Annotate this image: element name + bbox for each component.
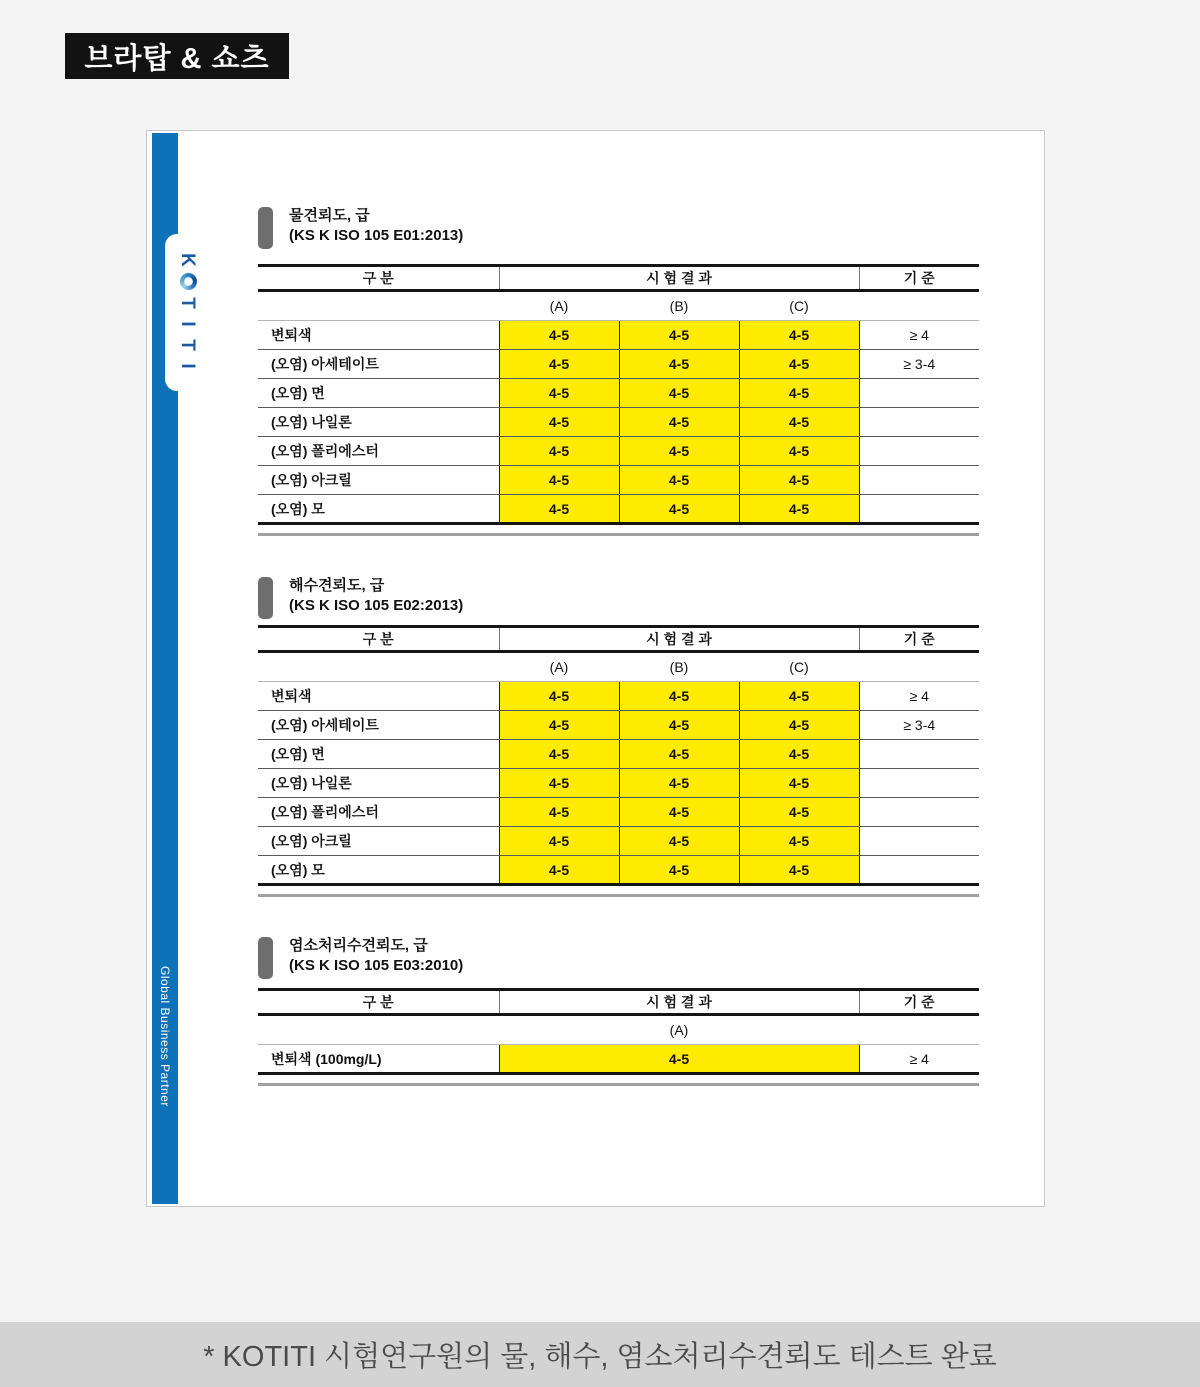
- section-standard: (KS K ISO 105 E03:2010): [289, 957, 464, 974]
- subcol-header: (A): [499, 291, 619, 321]
- table-row: [258, 740, 979, 769]
- logo-letter: I: [177, 362, 199, 369]
- report-table-container: [258, 988, 979, 1086]
- table-row: [258, 711, 979, 740]
- result-value-cell: 4-5: [499, 437, 619, 466]
- result-value-cell: 4-5: [619, 321, 739, 350]
- result-value-cell: 4-5: [739, 466, 859, 495]
- table-row: [258, 495, 979, 524]
- criteria-cell: [859, 466, 979, 495]
- table-end-rule: [258, 1083, 979, 1086]
- result-value-cell: 4-5: [739, 740, 859, 769]
- row-label-cell: (오염) 아크릴: [258, 827, 499, 856]
- criteria-cell: [859, 798, 979, 827]
- table-row: [258, 408, 979, 437]
- result-value-cell: 4-5: [499, 350, 619, 379]
- result-value-cell: 4-5: [499, 798, 619, 827]
- subcol-header: (A): [499, 652, 619, 682]
- criteria-cell: [859, 769, 979, 798]
- subheader-spacer: [859, 291, 979, 321]
- table-row: [258, 856, 979, 885]
- result-value-cell: 4-5: [619, 798, 739, 827]
- result-value-cell: 4-5: [499, 682, 619, 711]
- table-row: [258, 1045, 979, 1074]
- result-value-cell: 4-5: [739, 379, 859, 408]
- row-label-cell: (오염) 아세테이트: [258, 711, 499, 740]
- table-row: [258, 682, 979, 711]
- row-label-cell: (오염) 면: [258, 740, 499, 769]
- result-value-cell: 4-5: [619, 769, 739, 798]
- subheader-spacer: [258, 652, 499, 682]
- section-standard: (KS K ISO 105 E02:2013): [289, 597, 464, 614]
- report-table: [258, 988, 979, 1075]
- criteria-cell: [859, 437, 979, 466]
- kotiti-logo: [178, 250, 198, 376]
- kotiti-logo-tab: [165, 234, 211, 391]
- section-head: [258, 936, 979, 979]
- table-row: [258, 827, 979, 856]
- criteria-cell: ≥ 4: [859, 321, 979, 350]
- result-value-cell: 4-5: [499, 769, 619, 798]
- section-title: 염소처리수견뢰도, 급: [289, 937, 428, 954]
- col-header-category: 구 분: [258, 627, 499, 652]
- section-head: [258, 576, 979, 619]
- result-value-cell: 4-5: [619, 495, 739, 524]
- section-title: 물견뢰도, 급: [289, 207, 370, 224]
- col-header-criteria: 기 준: [859, 266, 979, 291]
- result-value-cell: 4-5: [739, 769, 859, 798]
- row-label-cell: (오염) 모: [258, 856, 499, 885]
- report-page: [146, 130, 1045, 1207]
- result-value-cell: 4-5: [499, 495, 619, 524]
- subheader-spacer: [859, 652, 979, 682]
- section-head: [258, 206, 463, 249]
- result-value-cell: 4-5: [619, 350, 739, 379]
- result-value-cell: 4-5: [499, 379, 619, 408]
- subcol-header: (B): [619, 291, 739, 321]
- result-value-cell: 4-5: [739, 827, 859, 856]
- criteria-cell: [859, 495, 979, 524]
- table-row: [258, 321, 979, 350]
- result-value-cell: 4-5: [619, 711, 739, 740]
- report-table: [258, 625, 979, 886]
- subheader-spacer: [258, 291, 499, 321]
- result-value-cell: 4-5: [619, 827, 739, 856]
- report-table-container: [258, 625, 979, 897]
- category-label-text: 브라탑 & 쇼츠: [84, 42, 270, 75]
- table-row: [258, 379, 979, 408]
- table-row: [258, 798, 979, 827]
- row-label-cell: 변퇴색: [258, 321, 499, 350]
- result-value-cell: 4-5: [739, 798, 859, 827]
- criteria-cell: ≥ 3-4: [859, 350, 979, 379]
- row-label-cell: (오염) 아세테이트: [258, 350, 499, 379]
- result-value-cell: 4-5: [499, 827, 619, 856]
- table-row: [258, 437, 979, 466]
- tagline-vertical: Global Business Partner: [158, 966, 172, 1107]
- footer-band: [0, 1322, 1200, 1387]
- result-value-cell: 4-5: [739, 682, 859, 711]
- logo-letter: K: [177, 252, 199, 267]
- criteria-cell: ≥ 4: [859, 682, 979, 711]
- row-label-cell: (오염) 폴리에스터: [258, 798, 499, 827]
- row-label-cell: (오염) 나일론: [258, 769, 499, 798]
- criteria-cell: ≥ 3-4: [859, 711, 979, 740]
- subcol-header: (A): [499, 1015, 859, 1045]
- result-value-cell: 4-5: [739, 495, 859, 524]
- result-value-cell: 4-5: [619, 466, 739, 495]
- logo-swirl-icon: [180, 273, 197, 290]
- result-value-cell: 4-5: [619, 408, 739, 437]
- result-value-cell: 4-5: [739, 350, 859, 379]
- result-value-cell: 4-5: [499, 856, 619, 885]
- footer-note: * KOTITI 시험연구원의 물, 해수, 염소처리수견뢰도 테스트 완료: [203, 1341, 997, 1373]
- result-value-cell: 4-5: [499, 321, 619, 350]
- section-marker: [258, 207, 273, 249]
- col-header-criteria: 기 준: [859, 990, 979, 1015]
- col-header-result: 시 험 결 과: [499, 266, 859, 291]
- table-row: [258, 466, 979, 495]
- section-chlorinated-water-fastness: [258, 936, 979, 1067]
- criteria-cell: [859, 740, 979, 769]
- table-end-rule: [258, 894, 979, 897]
- report-table-container: [258, 264, 979, 536]
- col-header-category: 구 분: [258, 990, 499, 1015]
- section-title: 해수견뢰도, 급: [289, 577, 385, 594]
- result-value-cell: 4-5: [619, 682, 739, 711]
- result-value-cell: 4-5: [739, 408, 859, 437]
- logo-letter: T: [177, 338, 199, 351]
- criteria-cell: ≥ 4: [859, 1045, 979, 1074]
- result-value-cell: 4-5: [739, 321, 859, 350]
- result-value-cell: 4-5: [499, 466, 619, 495]
- row-label-cell: (오염) 면: [258, 379, 499, 408]
- col-header-result: 시 험 결 과: [499, 627, 859, 652]
- row-label-cell: (오염) 모: [258, 495, 499, 524]
- col-header-criteria: 기 준: [859, 627, 979, 652]
- criteria-cell: [859, 408, 979, 437]
- result-value-cell: 4-5: [499, 1045, 859, 1074]
- result-value-cell: 4-5: [499, 408, 619, 437]
- subcol-header: (C): [739, 291, 859, 321]
- subcol-header: (B): [619, 652, 739, 682]
- col-header-result: 시 험 결 과: [499, 990, 859, 1015]
- row-label-cell: (오염) 폴리에스터: [258, 437, 499, 466]
- logo-letter: T: [177, 296, 199, 309]
- result-value-cell: 4-5: [619, 740, 739, 769]
- row-label-cell: 변퇴색 (100mg/L): [258, 1045, 499, 1074]
- result-value-cell: 4-5: [619, 856, 739, 885]
- section-marker: [258, 577, 273, 619]
- result-value-cell: 4-5: [499, 711, 619, 740]
- table-row: [258, 350, 979, 379]
- section-marker: [258, 937, 273, 979]
- row-label-cell: (오염) 나일론: [258, 408, 499, 437]
- table-end-rule: [258, 533, 979, 536]
- result-value-cell: 4-5: [739, 711, 859, 740]
- col-header-category: 구 분: [258, 266, 499, 291]
- logo-letter: I: [177, 320, 199, 327]
- section-standard: (KS K ISO 105 E01:2013): [289, 227, 464, 244]
- report-table: [258, 264, 979, 525]
- result-value-cell: 4-5: [739, 437, 859, 466]
- result-value-cell: 4-5: [619, 437, 739, 466]
- subcol-header: (C): [739, 652, 859, 682]
- table-row: [258, 769, 979, 798]
- result-value-cell: 4-5: [619, 379, 739, 408]
- row-label-cell: (오염) 아크릴: [258, 466, 499, 495]
- row-label-cell: 변퇴색: [258, 682, 499, 711]
- criteria-cell: [859, 379, 979, 408]
- result-value-cell: 4-5: [499, 740, 619, 769]
- criteria-cell: [859, 827, 979, 856]
- category-label: [65, 33, 289, 79]
- subheader-spacer: [258, 1015, 499, 1045]
- section-seawater-fastness: [258, 576, 979, 878]
- subheader-spacer: [859, 1015, 979, 1045]
- criteria-cell: [859, 856, 979, 885]
- result-value-cell: 4-5: [739, 856, 859, 885]
